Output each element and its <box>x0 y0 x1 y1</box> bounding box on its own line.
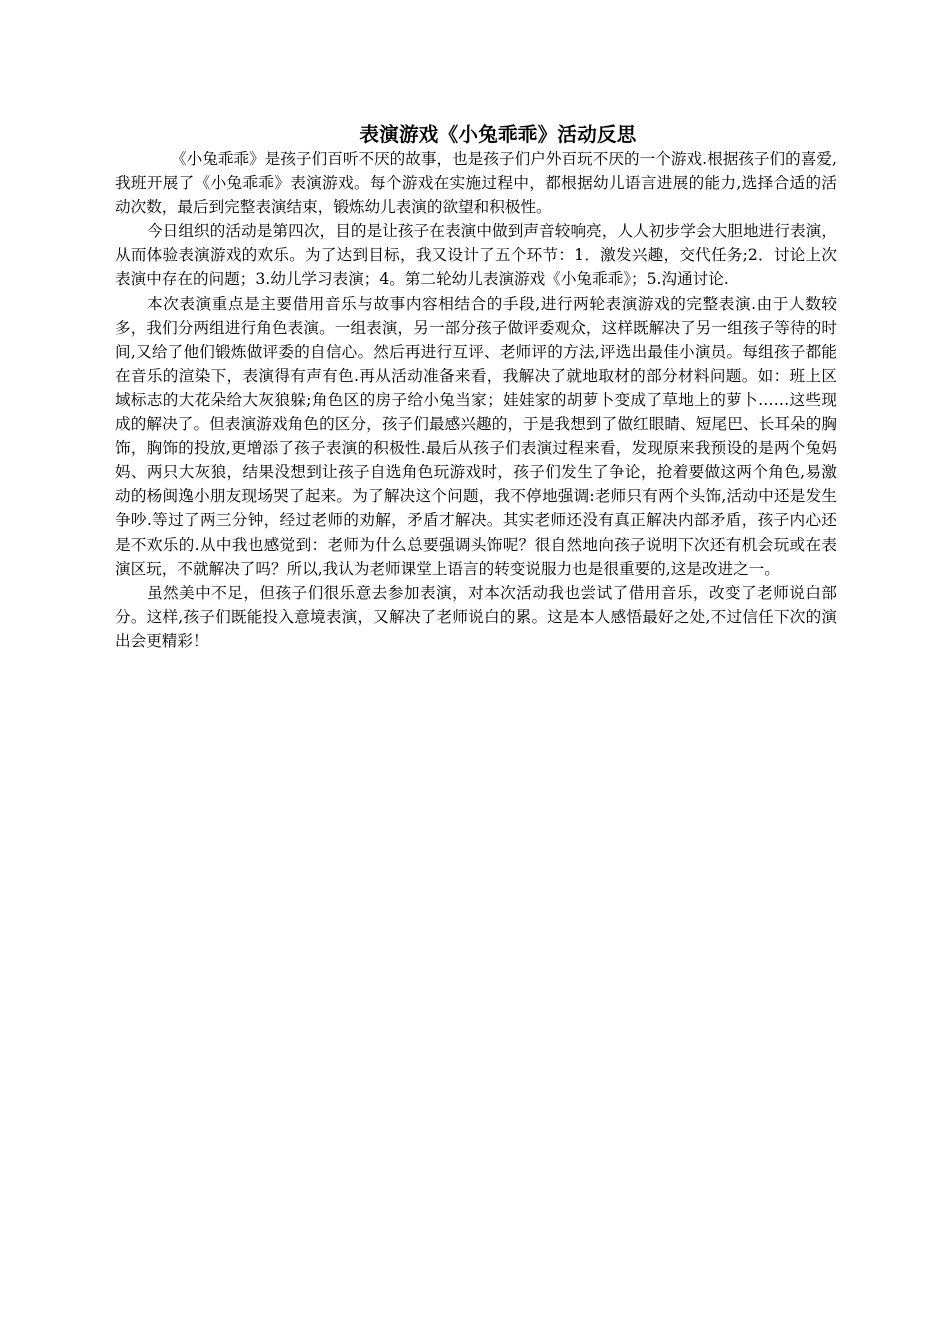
paragraph-4: 虽然美中不足，但孩子们很乐意去参加表演，对本次活动我也尝试了借用音乐，改变了老师说白部分。这样,孩子们既能投入意境表演，又解决了老师说白的累。这是本人感悟最好之处,不过信任下次的演出会更精彩！ <box>115 583 837 650</box>
document-body <box>115 147 837 653</box>
document-title: 表演游戏《小兔乖乖》活动反思 <box>359 123 637 146</box>
paragraph-1: 《小兔乖乖》是孩子们百听不厌的故事，也是孩子们户外百玩不厌的一个游戏.根据孩子们的喜爱,我班开展了《小兔乖乖》表演游戏。每个游戏在实施过程中，都根据幼儿语言进展的能力,选择合适的活动次数，最后到完整表演结束，锻炼幼儿表演的欲望和积极性。 <box>115 150 837 217</box>
paragraph-2: 今日组织的活动是第四次，目的是让孩子在表演中做到声音较响亮，人人初步学会大胆地进行表演，从而体验表演游戏的欢乐。为了达到目标，我又设计了五个环节：1．激发兴趣，交代任务;2．讨论上次表演中存在的问题；3.幼儿学习表演；4。第二轮幼儿表演游戏《小兔乖乖》；5.沟通讨论. <box>115 222 837 289</box>
paragraph-3: 本次表演重点是主要借用音乐与故事内容相结合的手段,进行两轮表演游戏的完整表演.由于人数较多，我们分两组进行角色表演。一组表演，另一部分孩子做评委观众，这样既解决了另一组孩子等待的时间,又给了他们锻炼做评委的自信心。然后再进行互评、老师评的方法,评选出最佳小演员。每组孩子都能在音乐的渲染下，表演得有声有色.再从活动准备来看，我解决了就地取材的部分材料问题。如：班上区域标志的大花朵给大灰狼躲;角色区的房子给小兔当家；娃娃家的胡萝卜变成了草地上的萝卜……这些现成的解决了。但表演游戏角色的区分，孩子们最感兴趣的，于是我想到了做红眼睛、短尾巴、长耳朵的胸饰，胸饰的投放,更增添了孩子表演的积极性.最后从孩子们表演过程来看，发现原来我预设的是两个兔妈妈、两只大灰狼，结果没想到让孩子自选角色玩游戏时，孩子们发生了争论，抢着要做这两个角色,易激动的杨闽逸小朋友现场哭了起来。为了解决这个问题，我不停地强调:老师只有两个头饰,活动中还是发生争吵.等过了两三分钟，经过老师的劝解，矛盾才解决。其实老师还没有真正解决内部矛盾，孩子内心还是不欢乐的.从中我也感觉到：老师为什么总要强调头饰呢？很自然地向孩子说明下次还有机会玩或在表演区玩，不就解决了吗？所以,我认为老师课堂上语言的转变说服力也是很重要的,这是改进之一。 <box>115 294 837 578</box>
